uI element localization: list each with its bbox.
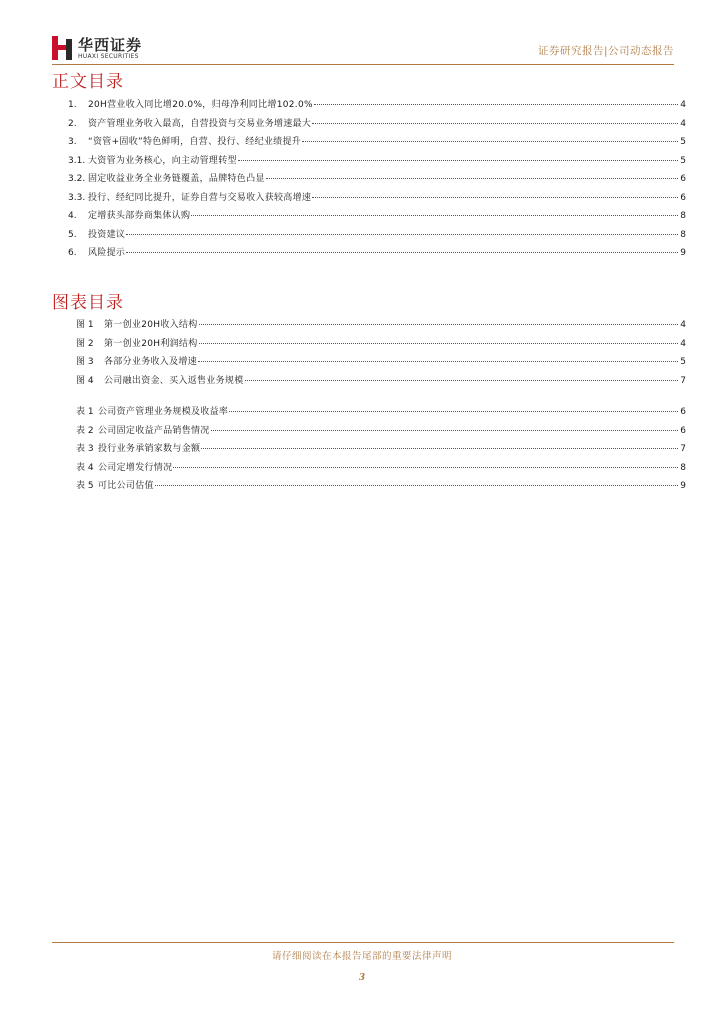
toc-entry-page: 8	[680, 211, 686, 221]
toc-entry-number: 图 1	[76, 320, 94, 330]
toc-entry-title: 资产管理业务收入最高，自营投资与交易业务增速最大	[88, 118, 312, 129]
logo-chinese-name: 华西证券	[78, 36, 143, 54]
legal-disclaimer-note: 请仔细阅读在本报告尾部的重要法律声明	[271, 951, 452, 962]
toc-dot-leader	[314, 104, 678, 105]
toc-dot-leader	[245, 380, 678, 381]
toc-entry-title: 公司融出资金、买入返售业务规模	[104, 375, 244, 386]
toc-entry-number: 3.1.	[68, 155, 86, 166]
toc-entry-number: 表 2	[76, 425, 94, 436]
toc-entry-number: 3.3.	[68, 192, 86, 203]
toc-dot-leader	[173, 467, 678, 468]
toc-entry[interactable]	[76, 480, 686, 499]
toc-entry-number: 图 3	[76, 357, 94, 367]
toc-entry-number: 表 5	[76, 481, 94, 491]
toc-dot-leader	[198, 361, 678, 362]
toc-dot-leader	[229, 411, 678, 412]
toc-entry-page: 5	[680, 155, 686, 166]
toc-entry[interactable]	[68, 99, 686, 118]
toc-dot-leader	[302, 141, 678, 142]
toc-dot-leader	[199, 324, 678, 325]
toc-entry-page: 6	[680, 192, 686, 203]
toc-dot-leader	[126, 252, 678, 253]
toc-entry[interactable]	[68, 173, 686, 192]
toc-entry-title: 公司定增发行情况	[98, 462, 173, 473]
toc-entry-page: 4	[680, 100, 686, 110]
toc-entry-title: 风险提示	[88, 248, 126, 258]
toc-entry[interactable]	[76, 319, 686, 338]
toc-entry[interactable]	[68, 229, 686, 248]
toc-entry-title: 固定收益业务全业务链覆盖，品牌特色凸显	[88, 174, 265, 184]
footer-divider	[52, 942, 674, 943]
toc-entry-number: 图 2	[76, 338, 94, 349]
toc-entry-number: 表 3	[76, 444, 94, 454]
toc-entry-page: 4	[680, 338, 686, 349]
toc-entry[interactable]	[68, 247, 686, 266]
toc-entry-title: 公司资产管理业务规模及收益率	[98, 407, 229, 417]
toc-dot-leader	[191, 215, 678, 216]
toc-entry-number: 5.	[68, 229, 77, 240]
toc-entry-title: 第一创业20H利润结构	[104, 338, 198, 349]
toc-entry[interactable]	[76, 356, 686, 375]
toc-entry-title: 公司固定收益产品销售情况	[98, 425, 210, 436]
toc-entry-page: 4	[680, 320, 686, 330]
toc-entry-page: 9	[680, 481, 686, 491]
toc-entry-title: 大资管为业务核心，向主动管理转型	[88, 155, 237, 166]
toc-dot-leader	[211, 430, 678, 431]
huaxi-logo-icon	[52, 36, 72, 60]
toc-entry-title: 20H营业收入同比增20.0%，归母净利同比增102.0%	[88, 100, 313, 110]
toc-dot-leader	[126, 234, 678, 235]
figures-toc-list	[76, 319, 686, 393]
toc-entry-title: 第一创业20H收入结构	[104, 320, 198, 330]
toc-entry[interactable]	[76, 406, 686, 425]
toc-entry-title: 可比公司估值	[98, 481, 154, 491]
toc-entry-page: 7	[680, 375, 686, 386]
toc-entry-number: 表 4	[76, 462, 94, 473]
toc-dot-leader	[266, 178, 678, 179]
main-toc-list	[68, 99, 686, 266]
toc-entry[interactable]	[76, 443, 686, 462]
toc-entry-page: 6	[680, 174, 686, 184]
huaxi-logo	[52, 34, 162, 64]
toc-entry-page: 9	[680, 248, 686, 258]
toc-entry-title: 投行、经纪同比提升，证券自营与交易收入获较高增速	[88, 192, 312, 203]
toc-dot-leader	[312, 123, 678, 124]
toc-dot-leader	[199, 343, 678, 344]
page-number: 3	[358, 973, 366, 983]
toc-entry[interactable]	[76, 425, 686, 444]
toc-entry-title: 投行业务承销家数与金额	[98, 444, 201, 454]
toc-entry[interactable]	[68, 192, 686, 211]
toc-entry-page: 8	[680, 229, 686, 240]
toc-entry[interactable]	[76, 375, 686, 394]
toc-entry[interactable]	[76, 462, 686, 481]
toc-entry-number: 图 4	[76, 375, 94, 386]
figures-toc-title: 图表目录	[52, 293, 124, 313]
toc-entry-number: 4.	[68, 211, 77, 221]
toc-entry[interactable]	[68, 118, 686, 137]
toc-entry-page: 6	[680, 425, 686, 436]
toc-entry[interactable]	[68, 210, 686, 229]
tables-toc-list	[76, 406, 686, 499]
logo-english-name: HUAXI SECURITIES	[78, 53, 139, 60]
report-type-label: 证券研究报告|公司动态报告	[537, 45, 674, 57]
toc-entry-title: “资管+固收”特色鲜明，自营、投行、经纪业绩提升	[88, 137, 302, 147]
toc-entry-number: 1.	[68, 100, 77, 110]
toc-entry-number: 2.	[68, 118, 77, 129]
toc-dot-leader	[155, 485, 678, 486]
toc-entry-page: 4	[680, 118, 686, 129]
toc-entry-title: 各部分业务收入及增速	[104, 357, 198, 367]
toc-entry-title: 定增获头部券商集体认购	[88, 211, 191, 221]
header-divider	[52, 64, 674, 65]
toc-dot-leader	[201, 448, 678, 449]
toc-entry-title: 投资建议	[88, 229, 126, 240]
toc-entry-page: 8	[680, 462, 686, 473]
toc-entry-number: 3.	[68, 137, 77, 147]
toc-entry-page: 6	[680, 407, 686, 417]
toc-dot-leader	[238, 160, 678, 161]
toc-entry[interactable]	[76, 338, 686, 357]
toc-entry-page: 5	[680, 137, 686, 147]
toc-entry[interactable]	[68, 155, 686, 174]
toc-entry-number: 3.2.	[68, 174, 86, 184]
toc-entry-page: 5	[680, 357, 686, 367]
toc-entry-page: 7	[680, 444, 686, 454]
main-toc-title: 正文目录	[52, 72, 124, 92]
page-header	[52, 34, 674, 66]
toc-entry-number: 6.	[68, 248, 77, 258]
toc-entry-number: 表 1	[76, 407, 94, 417]
toc-dot-leader	[312, 197, 678, 198]
toc-entry[interactable]	[68, 136, 686, 155]
